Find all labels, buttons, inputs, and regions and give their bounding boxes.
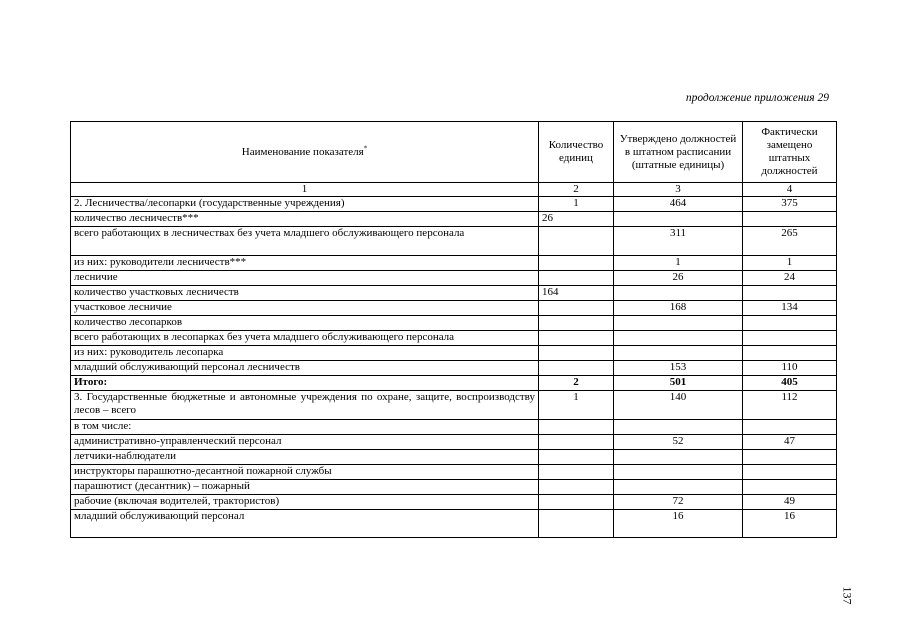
row-name: в том числе: (71, 420, 539, 435)
column-number-row (71, 183, 837, 197)
table-row (71, 391, 837, 420)
row-units (539, 450, 614, 465)
header-approved-positions: Утверждено должностей в штатном расписании (штатные единицы) (614, 122, 743, 183)
row-actual (743, 420, 837, 435)
row-actual: 112 (743, 391, 837, 420)
row-name: младший обслуживающий персонал (71, 510, 539, 538)
row-approved (614, 331, 743, 346)
row-approved: 153 (614, 361, 743, 376)
row-name: участковое лесничие (71, 301, 539, 316)
row-approved (614, 316, 743, 331)
row-actual: 16 (743, 510, 837, 538)
row-units (539, 316, 614, 331)
row-name: всего работающих в лесничествах без учета младшего обслуживающего персонала (71, 227, 539, 256)
row-approved: 464 (614, 197, 743, 212)
row-approved: 501 (614, 376, 743, 391)
row-approved: 16 (614, 510, 743, 538)
row-actual (743, 316, 837, 331)
row-name: количество лесопарков (71, 316, 539, 331)
row-name: 2. Лесничества/лесопарки (государственные учреждения) (71, 197, 539, 212)
row-actual: 47 (743, 435, 837, 450)
row-units (539, 301, 614, 316)
row-approved: 52 (614, 435, 743, 450)
row-units (539, 465, 614, 480)
row-units (539, 271, 614, 286)
table-row (71, 286, 837, 301)
row-name: из них: руководители лесничеств*** (71, 256, 539, 271)
table-row (71, 271, 837, 286)
table-header-row (71, 122, 837, 183)
appendix-caption: продолжение приложения 29 (685, 92, 829, 104)
row-approved: 1 (614, 256, 743, 271)
row-actual: 134 (743, 301, 837, 316)
row-name: рабочие (включая водителей, трактористов) (71, 495, 539, 510)
row-actual (743, 331, 837, 346)
row-units (539, 435, 614, 450)
table-row (71, 227, 837, 256)
row-actual: 110 (743, 361, 837, 376)
table-row (71, 212, 837, 227)
table-row (71, 465, 837, 480)
table-row (71, 301, 837, 316)
table-row (71, 256, 837, 271)
column-number: 1 (71, 183, 539, 197)
row-units (539, 510, 614, 538)
table-row (71, 435, 837, 450)
row-actual (743, 286, 837, 301)
row-actual (743, 450, 837, 465)
header-unit-count: Количество единиц (539, 122, 614, 183)
table-row (71, 316, 837, 331)
row-units (539, 480, 614, 495)
table-row (71, 420, 837, 435)
row-approved (614, 212, 743, 227)
row-units (539, 346, 614, 361)
row-units: 2 (539, 376, 614, 391)
row-units (539, 256, 614, 271)
row-name: парашютист (десантник) – пожарный (71, 480, 539, 495)
row-name: Итого: (71, 376, 539, 391)
row-actual: 265 (743, 227, 837, 256)
row-name: количество лесничеств*** (71, 212, 539, 227)
row-actual: 375 (743, 197, 837, 212)
row-actual: 24 (743, 271, 837, 286)
header-indicator-name-text: Наименование показателя (241, 145, 364, 158)
row-name: летчики-наблюдатели (71, 450, 539, 465)
table-row (71, 480, 837, 495)
row-units (539, 361, 614, 376)
footnote-mark: * (363, 143, 368, 152)
row-units: 164 (539, 286, 614, 301)
row-approved (614, 346, 743, 361)
row-name: лесничие (71, 271, 539, 286)
table-row (71, 510, 837, 538)
row-approved: 311 (614, 227, 743, 256)
row-actual (743, 212, 837, 227)
row-name: младший обслуживающий персонал лесничеств (71, 361, 539, 376)
column-number: 3 (614, 183, 743, 197)
row-units: 26 (539, 212, 614, 227)
row-approved (614, 420, 743, 435)
table-row (71, 450, 837, 465)
table-row (71, 197, 837, 212)
row-units (539, 420, 614, 435)
row-units: 1 (539, 197, 614, 212)
row-name: административно-управленческий персонал (71, 435, 539, 450)
table-row (71, 346, 837, 361)
row-units: 1 (539, 391, 614, 420)
row-name: всего работающих в лесопарках без учета младшего обслуживающего персонала (71, 331, 539, 346)
page-number: 137 (840, 586, 855, 605)
row-actual (743, 346, 837, 361)
row-units (539, 331, 614, 346)
table-row (71, 331, 837, 346)
column-number: 4 (743, 183, 837, 197)
row-name: инструкторы парашютно-десантной пожарной службы (71, 465, 539, 480)
table-row (71, 495, 837, 510)
header-indicator-name (71, 122, 539, 183)
table-row (71, 361, 837, 376)
row-actual (743, 480, 837, 495)
row-approved: 140 (614, 391, 743, 420)
row-units (539, 227, 614, 256)
row-approved: 26 (614, 271, 743, 286)
row-name: количество участковых лесничеств (71, 286, 539, 301)
total-row (71, 376, 837, 391)
row-approved (614, 450, 743, 465)
row-name: из них: руководитель лесопарка (71, 346, 539, 361)
column-number: 2 (539, 183, 614, 197)
row-actual (743, 465, 837, 480)
row-name: 3. Государственные бюджетные и автономные учреждения по охране, защите, воспроизводству лесов – всего (71, 391, 539, 420)
row-actual: 49 (743, 495, 837, 510)
row-approved (614, 480, 743, 495)
row-actual: 1 (743, 256, 837, 271)
header-filled-positions: Фактически замещено штатных должностей (743, 122, 837, 183)
row-approved: 72 (614, 495, 743, 510)
row-actual: 405 (743, 376, 837, 391)
staffing-table (70, 121, 837, 538)
row-units (539, 495, 614, 510)
row-approved: 168 (614, 301, 743, 316)
row-approved (614, 286, 743, 301)
row-approved (614, 465, 743, 480)
